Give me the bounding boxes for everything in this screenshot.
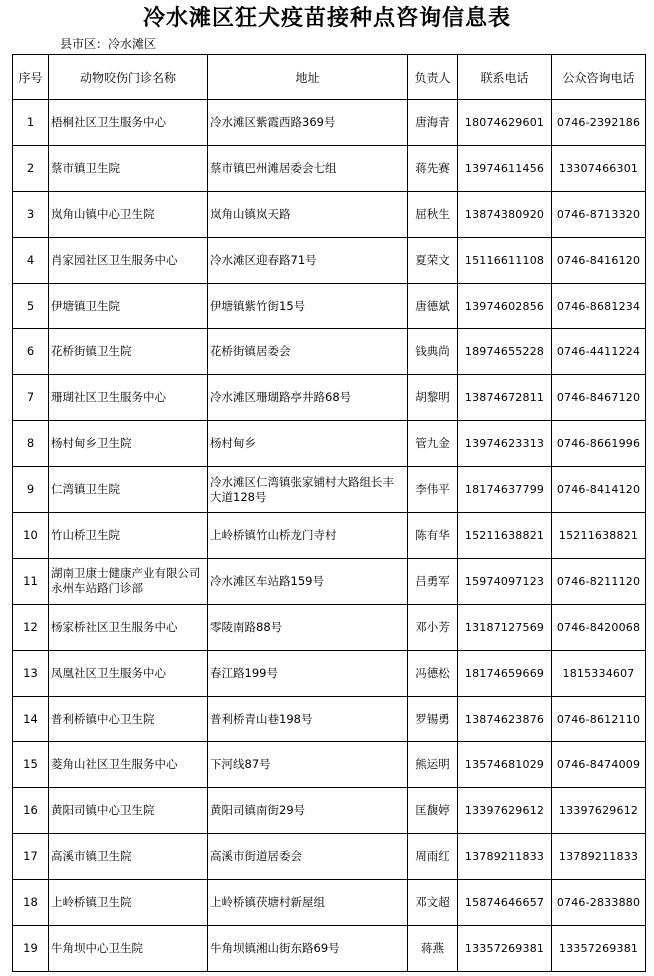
table-row: [13, 926, 646, 972]
contact-phone: 13974611456: [458, 145, 552, 191]
row-number: 5: [13, 283, 49, 329]
clinic-name: 蔡市镇卫生院: [49, 145, 208, 191]
clinic-address: 冷水滩区珊瑚路亭井路68号: [208, 375, 408, 421]
public-phone: 0746-8211120: [552, 558, 646, 604]
row-number: 14: [13, 696, 49, 742]
contact-person: 匡馥婷: [408, 788, 458, 834]
contact-person: 唐德斌: [408, 283, 458, 329]
public-phone: 13789211833: [552, 834, 646, 880]
contact-phone: 13187127569: [458, 604, 552, 650]
clinic-address: 花桥街镇居委会: [208, 329, 408, 375]
row-number: 13: [13, 650, 49, 696]
clinic-name: 上岭桥镇卫生院: [49, 880, 208, 926]
clinic-table: [12, 54, 646, 972]
clinic-name: 普利桥镇中心卫生院: [49, 696, 208, 742]
contact-person: 蒋先赛: [408, 145, 458, 191]
row-number: 18: [13, 880, 49, 926]
table-row: [13, 467, 646, 513]
header-name: 动物咬伤门诊名称: [49, 55, 208, 100]
contact-phone: 18174659669: [458, 650, 552, 696]
public-phone: 13357269381: [552, 926, 646, 972]
table-row: [13, 513, 646, 559]
clinic-name: 花桥街镇卫生院: [49, 329, 208, 375]
contact-person: 吕勇军: [408, 558, 458, 604]
public-phone: 0746-8713320: [552, 191, 646, 237]
public-phone: 0746-8661996: [552, 421, 646, 467]
clinic-name: 珊瑚社区卫生服务中心: [49, 375, 208, 421]
contact-phone: 18074629601: [458, 100, 552, 146]
table-row: [13, 421, 646, 467]
clinic-name: 高溪市镇卫生院: [49, 834, 208, 880]
public-phone: 0746-8474009: [552, 742, 646, 788]
clinic-name: 杨家桥社区卫生服务中心: [49, 604, 208, 650]
contact-person: 蒋燕: [408, 926, 458, 972]
contact-person: 钱典尚: [408, 329, 458, 375]
contact-person: 熊运明: [408, 742, 458, 788]
table-row: [13, 880, 646, 926]
contact-person: 周雨红: [408, 834, 458, 880]
public-phone: 0746-8612110: [552, 696, 646, 742]
table-row: [13, 283, 646, 329]
contact-person: 邓文超: [408, 880, 458, 926]
clinic-name: 肖家园社区卫生服务中心: [49, 237, 208, 283]
contact-phone: 15874646657: [458, 880, 552, 926]
clinic-name: 湖南卫康士健康产业有限公司永州车站路门诊部: [49, 558, 208, 604]
contact-person: 管九金: [408, 421, 458, 467]
public-phone: 0746-2392186: [552, 100, 646, 146]
contact-phone: 13397629612: [458, 788, 552, 834]
row-number: 6: [13, 329, 49, 375]
table-row: [13, 100, 646, 146]
contact-phone: 18174637799: [458, 467, 552, 513]
row-number: 17: [13, 834, 49, 880]
clinic-address: 杨村甸乡: [208, 421, 408, 467]
contact-person: 唐海青: [408, 100, 458, 146]
clinic-name: 竹山桥卫生院: [49, 513, 208, 559]
public-phone: 13397629612: [552, 788, 646, 834]
clinic-name: 凤凰社区卫生服务中心: [49, 650, 208, 696]
public-phone: 0746-8467120: [552, 375, 646, 421]
clinic-name: 仁湾镇卫生院: [49, 467, 208, 513]
clinic-address: 上岭桥镇竹山桥龙门寺村: [208, 513, 408, 559]
clinic-name: 岚角山镇中心卫生院: [49, 191, 208, 237]
public-phone: 0746-8416120: [552, 237, 646, 283]
table-row: [13, 329, 646, 375]
clinic-address: 上岭桥镇茯塘村新屋组: [208, 880, 408, 926]
table-row: [13, 191, 646, 237]
contact-phone: 13789211833: [458, 834, 552, 880]
clinic-address: 牛角坝镇湘山街东路69号: [208, 926, 408, 972]
row-number: 8: [13, 421, 49, 467]
contact-person: 夏荣文: [408, 237, 458, 283]
public-phone: 0746-8420068: [552, 604, 646, 650]
table-row: [13, 696, 646, 742]
contact-person: 陈有华: [408, 513, 458, 559]
clinic-address: 高溪市街道居委会: [208, 834, 408, 880]
table-row: [13, 834, 646, 880]
public-phone: 0746-2833880: [552, 880, 646, 926]
clinic-address: 岚角山镇岚天路: [208, 191, 408, 237]
table-header-row: [13, 55, 646, 100]
public-phone: 0746-8414120: [552, 467, 646, 513]
public-phone: 1815334607: [552, 650, 646, 696]
table-row: [13, 788, 646, 834]
contact-phone: 13874672811: [458, 375, 552, 421]
header-person: 负责人: [408, 55, 458, 100]
clinic-name: 牛角坝中心卫生院: [49, 926, 208, 972]
contact-phone: 13974602856: [458, 283, 552, 329]
contact-person: 屈秋生: [408, 191, 458, 237]
clinic-name: 杨村甸乡卫生院: [49, 421, 208, 467]
header-phone: 联系电话: [458, 55, 552, 100]
header-num: 序号: [13, 55, 49, 100]
contact-phone: 15116611108: [458, 237, 552, 283]
row-number: 4: [13, 237, 49, 283]
contact-phone: 13574681029: [458, 742, 552, 788]
table-row: [13, 558, 646, 604]
contact-phone: 15211638821: [458, 513, 552, 559]
clinic-name: 伊塘镇卫生院: [49, 283, 208, 329]
contact-phone: 15974097123: [458, 558, 552, 604]
clinic-address: 零陵南路88号: [208, 604, 408, 650]
contact-person: 邓小芳: [408, 604, 458, 650]
clinic-address: 下河线87号: [208, 742, 408, 788]
row-number: 15: [13, 742, 49, 788]
row-number: 16: [13, 788, 49, 834]
public-phone: 15211638821: [552, 513, 646, 559]
row-number: 7: [13, 375, 49, 421]
contact-person: 李伟平: [408, 467, 458, 513]
contact-person: 冯德松: [408, 650, 458, 696]
table-row: [13, 650, 646, 696]
contact-person: 罗锡勇: [408, 696, 458, 742]
clinic-address: 普利桥青山巷198号: [208, 696, 408, 742]
table-body: [13, 100, 646, 972]
table-row: [13, 742, 646, 788]
contact-phone: 13357269381: [458, 926, 552, 972]
county-label: 县市区：冷水滩区: [60, 37, 157, 51]
row-number: 1: [13, 100, 49, 146]
clinic-address: 冷水滩区车站路159号: [208, 558, 408, 604]
clinic-address: 春江路199号: [208, 650, 408, 696]
row-number: 10: [13, 513, 49, 559]
clinic-address: 冷水滩区迎春路71号: [208, 237, 408, 283]
clinic-address: 黄阳司镇南街29号: [208, 788, 408, 834]
header-address: 地址: [208, 55, 408, 100]
contact-person: 胡黎明: [408, 375, 458, 421]
row-number: 11: [13, 558, 49, 604]
clinic-address: 冷水滩区仁湾镇张家铺村大路组长丰大道128号: [208, 467, 408, 513]
row-number: 9: [13, 467, 49, 513]
table-row: [13, 375, 646, 421]
row-number: 2: [13, 145, 49, 191]
contact-phone: 13974623313: [458, 421, 552, 467]
public-phone: 0746-4411224: [552, 329, 646, 375]
contact-phone: 13874380920: [458, 191, 552, 237]
row-number: 19: [13, 926, 49, 972]
clinic-name: 黄阳司镇中心卫生院: [49, 788, 208, 834]
clinic-address: 伊塘镇紫竹街15号: [208, 283, 408, 329]
row-number: 3: [13, 191, 49, 237]
clinic-name: 梧桐社区卫生服务中心: [49, 100, 208, 146]
table-row: [13, 604, 646, 650]
public-phone: 0746-8681234: [552, 283, 646, 329]
public-phone: 13307466301: [552, 145, 646, 191]
page-title: 冷水滩区狂犬疫苗接种点咨询信息表: [142, 5, 511, 31]
contact-phone: 13874623876: [458, 696, 552, 742]
table-row: [13, 145, 646, 191]
table-row: [13, 237, 646, 283]
clinic-name: 菱角山社区卫生服务中心: [49, 742, 208, 788]
row-number: 12: [13, 604, 49, 650]
header-public-phone: 公众咨询电话: [552, 55, 646, 100]
clinic-address: 蔡市镇巴州滩居委会七组: [208, 145, 408, 191]
clinic-address: 冷水滩区紫霞西路369号: [208, 100, 408, 146]
contact-phone: 18974655228: [458, 329, 552, 375]
